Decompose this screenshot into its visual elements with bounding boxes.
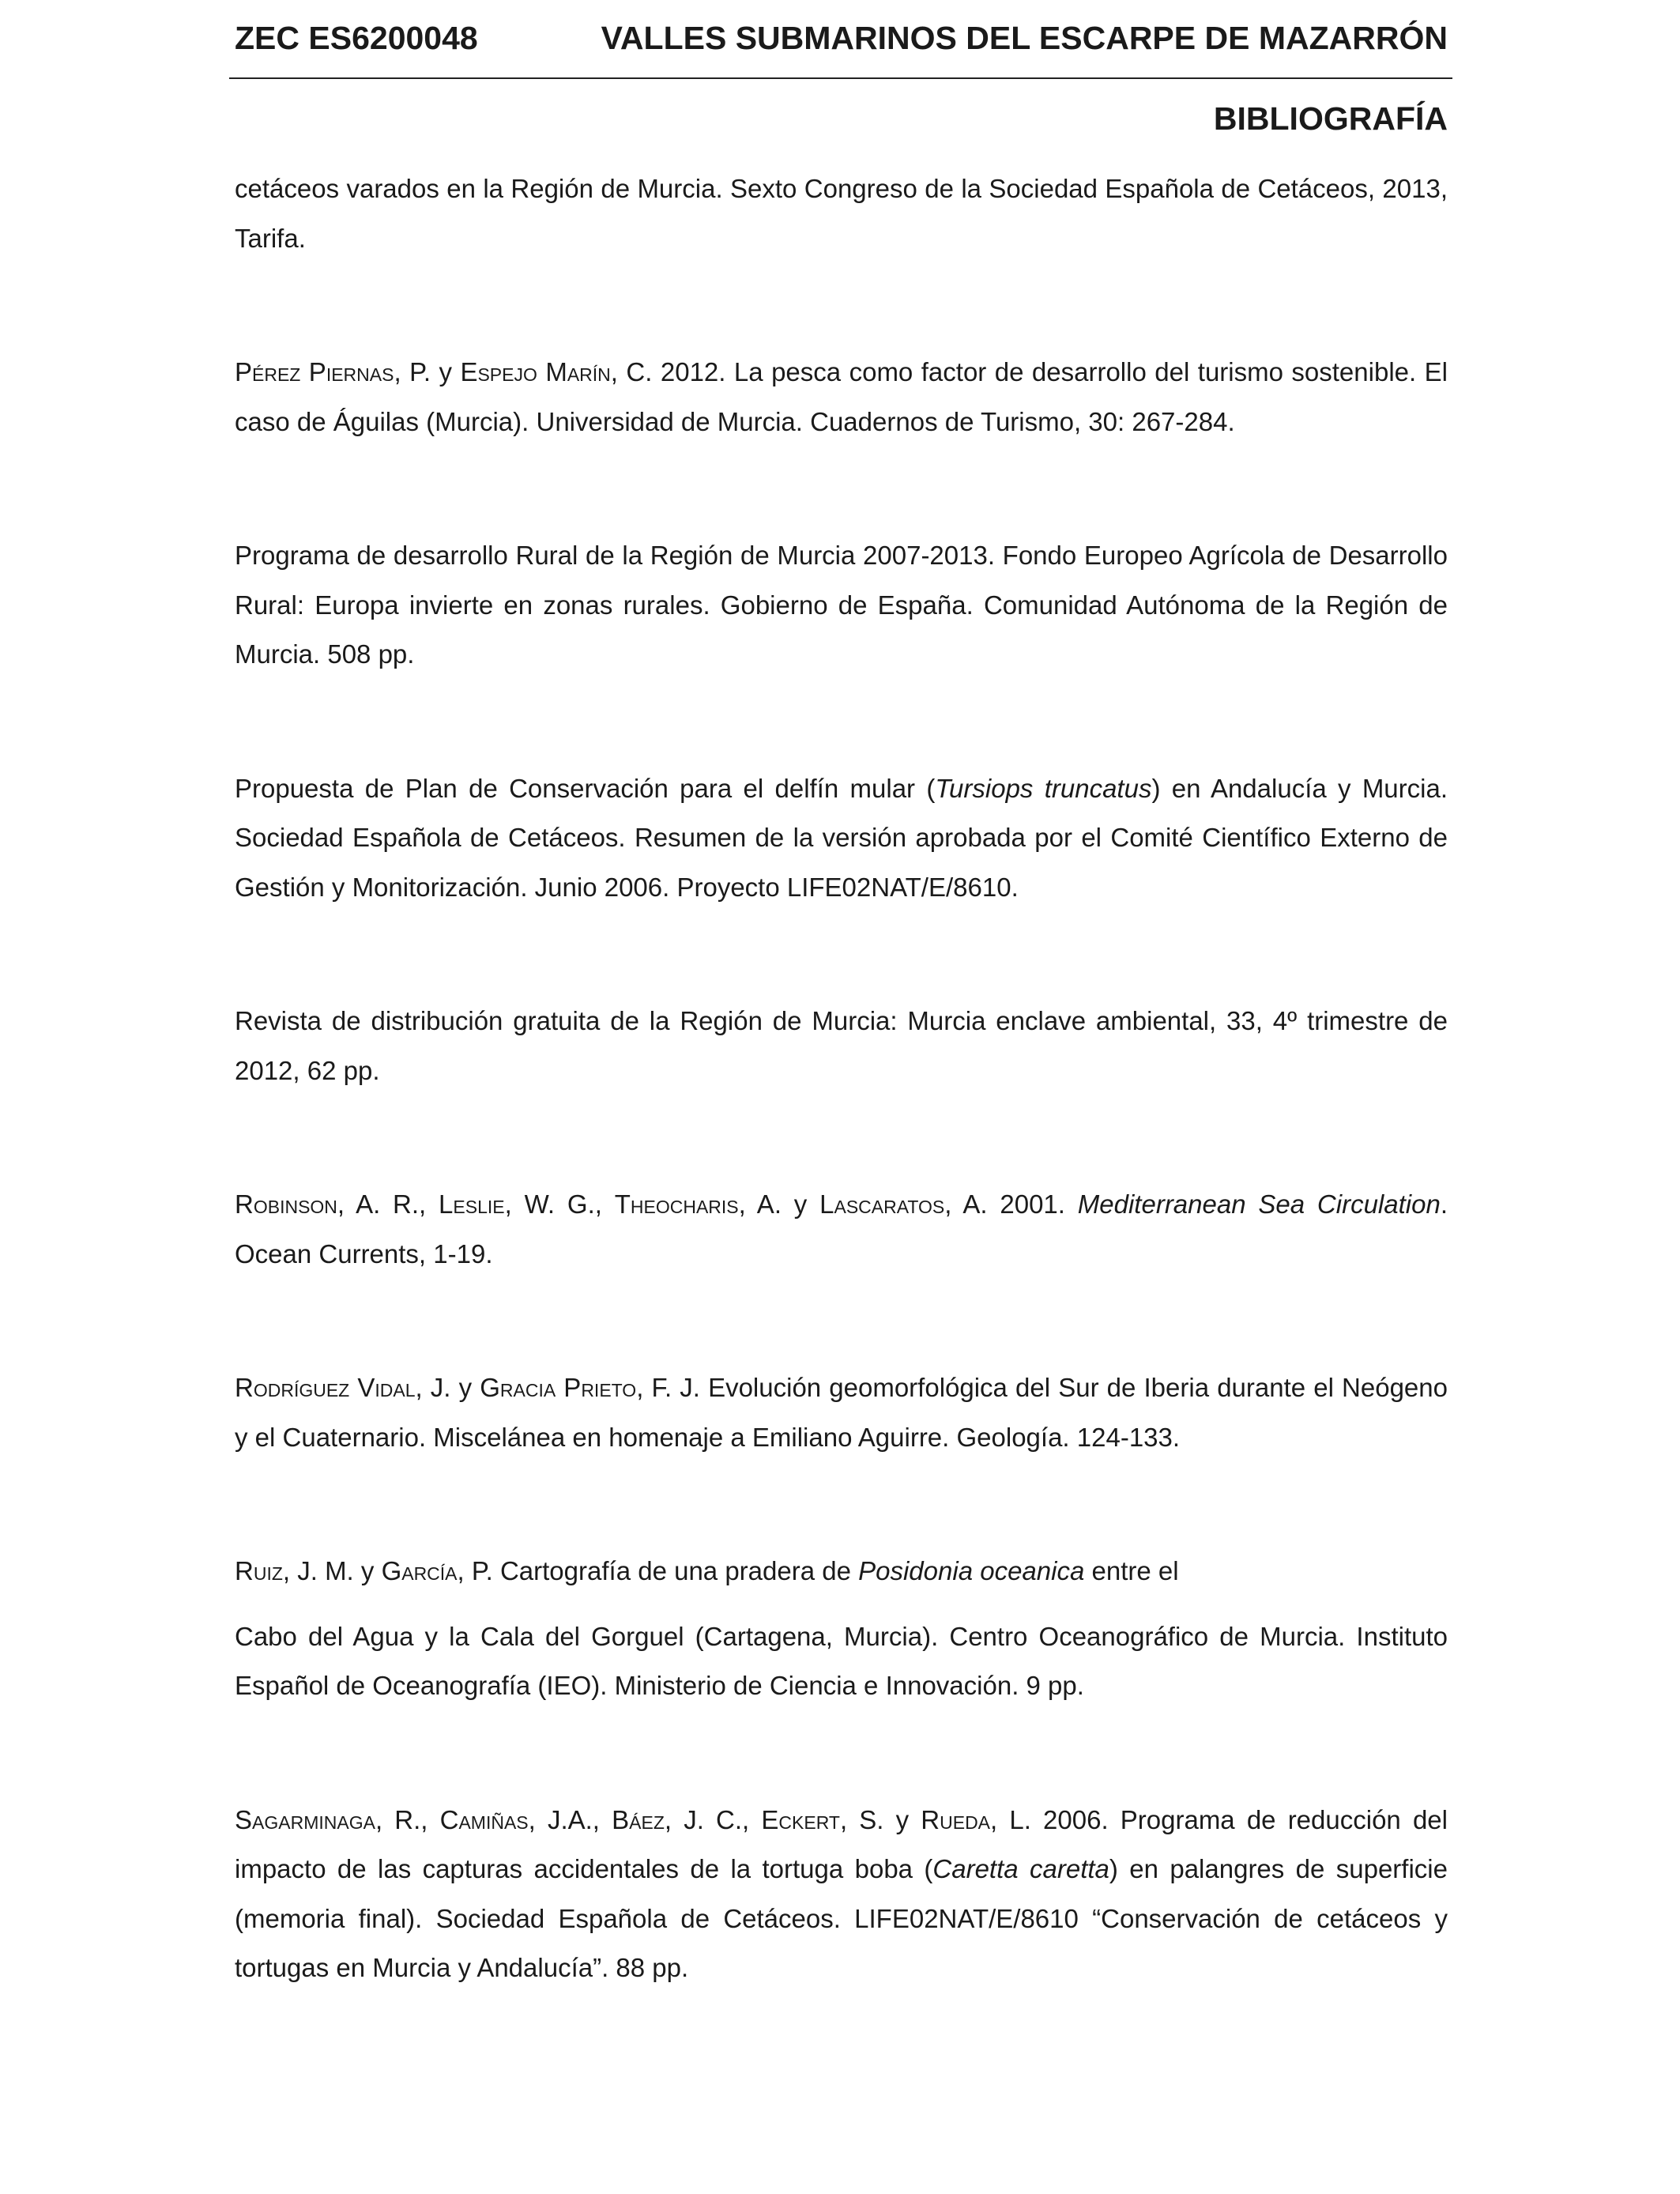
species-name: Posidonia oceanica bbox=[858, 1556, 1085, 1585]
header-divider bbox=[229, 77, 1452, 79]
author-name: Pérez Piernas bbox=[235, 357, 394, 386]
entry-text: ) en palangres de superficie (memoria final). Sociedad Española de Cetáceos. LIFE02NAT/E/8610 “Conservación de cetáceos y tortugas en Murcia y Andalucía”. 88 pp. bbox=[235, 1854, 1448, 1982]
bibliography-entry bbox=[235, 1363, 1448, 1462]
author-name: García bbox=[381, 1556, 458, 1585]
entry-text: , J. M. y bbox=[282, 1556, 382, 1585]
header-site-name: VALLES SUBMARINOS DEL ESCARPE DE MAZARRÓN bbox=[601, 20, 1448, 56]
entry-text: , S. y bbox=[839, 1804, 921, 1834]
author-name: Rueda bbox=[921, 1804, 991, 1834]
entry-text: , F. J. Evolución geomorfológica del Sur de Iberia durante el Neógeno y el Cuaternario. Miscelánea en homenaje a Emiliano Aguirre. Geología. 124-133. bbox=[235, 1373, 1448, 1452]
author-name: Rodríguez Vidal bbox=[235, 1373, 416, 1402]
bibliography-entry bbox=[235, 1547, 1448, 1596]
entry-text: Programa de desarrollo Rural de la Región de Murcia 2007-2013. Fondo Europeo Agrícola de Desarrollo Rural: Europa invierte en zonas rurales. Gobierno de España. Comunidad Autónoma de la Región de Murcia. 508 pp. bbox=[235, 541, 1448, 669]
header-site-code: ZEC ES6200048 bbox=[235, 20, 478, 56]
entry-text: Cabo del Agua y la Cala del Gorguel (Cartagena, Murcia). Centro Oceanográfico de Murcia. Instituto Español de Oceanografía (IEO). Ministerio de Ciencia e Innovación. 9 pp. bbox=[235, 1621, 1448, 1700]
bibliography-entry bbox=[235, 997, 1448, 1095]
entry-text: entre el bbox=[1084, 1556, 1179, 1585]
entry-text: , P. y bbox=[394, 357, 461, 386]
entry-text: , W. G., bbox=[504, 1189, 615, 1219]
section-title: BIBLIOGRAFÍA bbox=[1213, 100, 1448, 137]
author-name: Espejo Marín bbox=[460, 357, 611, 386]
bibliography-entry bbox=[235, 1180, 1448, 1279]
author-name: Lascaratos bbox=[819, 1189, 945, 1219]
entry-text: cetáceos varados en la Región de Murcia. Sexto Congreso de la Sociedad Española de Cetáceos, 2013, Tarifa. bbox=[235, 174, 1448, 253]
bibliography-entry bbox=[235, 1796, 1448, 1993]
bibliography-entry bbox=[235, 531, 1448, 680]
author-name: Gracia Prieto bbox=[480, 1373, 637, 1402]
author-name: Camiñas bbox=[439, 1804, 529, 1834]
author-name: Báez bbox=[612, 1804, 665, 1834]
bibliography-entry bbox=[235, 164, 1448, 263]
author-name: Theocharis bbox=[614, 1189, 739, 1219]
entry-text: , A. 2001. bbox=[944, 1189, 1078, 1219]
entry-text: , A. R., bbox=[337, 1189, 439, 1219]
author-name: Robinson bbox=[235, 1189, 337, 1219]
entry-text: Revista de distribución gratuita de la Región de Murcia: Murcia enclave ambiental, 33, 4º trimestre de 2012, 62 pp. bbox=[235, 1006, 1448, 1085]
entry-text: , L. 2006. Programa de reducción del impacto de las capturas accidentales de la tortuga boba ( bbox=[235, 1804, 1448, 1883]
author-name: Leslie bbox=[439, 1189, 505, 1219]
entry-text: , A. y bbox=[738, 1189, 820, 1219]
bibliography-entry bbox=[235, 348, 1448, 447]
entry-text: . Ocean Currents, 1-19. bbox=[235, 1189, 1448, 1269]
entry-text: ) en Andalucía y Murcia. Sociedad Española de Cetáceos. Resumen de la versión aprobada por el Comité Científico Externo de Gestión y Monitorización. Junio 2006. Proyecto LIFE02NAT/E/8610. bbox=[235, 773, 1448, 902]
species-name: Tursiops truncatus bbox=[935, 773, 1152, 803]
work-title: Mediterranean Sea Circulation bbox=[1077, 1189, 1441, 1219]
bibliography-entry-continuation bbox=[235, 1612, 1448, 1711]
entry-text: , C. 2012. La pesca como factor de desarrollo del turismo sostenible. El caso de Águilas (Murcia). Universidad de Murcia. Cuadernos de Turismo, 30: 267-284. bbox=[235, 357, 1448, 436]
page-header bbox=[235, 14, 1448, 62]
bibliography-entry bbox=[235, 764, 1448, 913]
entry-text: , J. C., bbox=[664, 1804, 762, 1834]
entry-text: , J. y bbox=[415, 1373, 480, 1402]
bibliography-list bbox=[235, 164, 1448, 2078]
entry-text: , R., bbox=[375, 1804, 440, 1834]
species-name: Caretta caretta bbox=[932, 1854, 1109, 1883]
author-name: Ruiz bbox=[235, 1556, 283, 1585]
entry-text: , P. Cartografía de una pradera de bbox=[457, 1556, 859, 1585]
entry-text: Propuesta de Plan de Conservación para el delfín mular ( bbox=[235, 773, 936, 803]
entry-text: , J.A., bbox=[528, 1804, 612, 1834]
author-name: Eckert bbox=[761, 1804, 840, 1834]
author-name: Sagarminaga bbox=[235, 1804, 375, 1834]
